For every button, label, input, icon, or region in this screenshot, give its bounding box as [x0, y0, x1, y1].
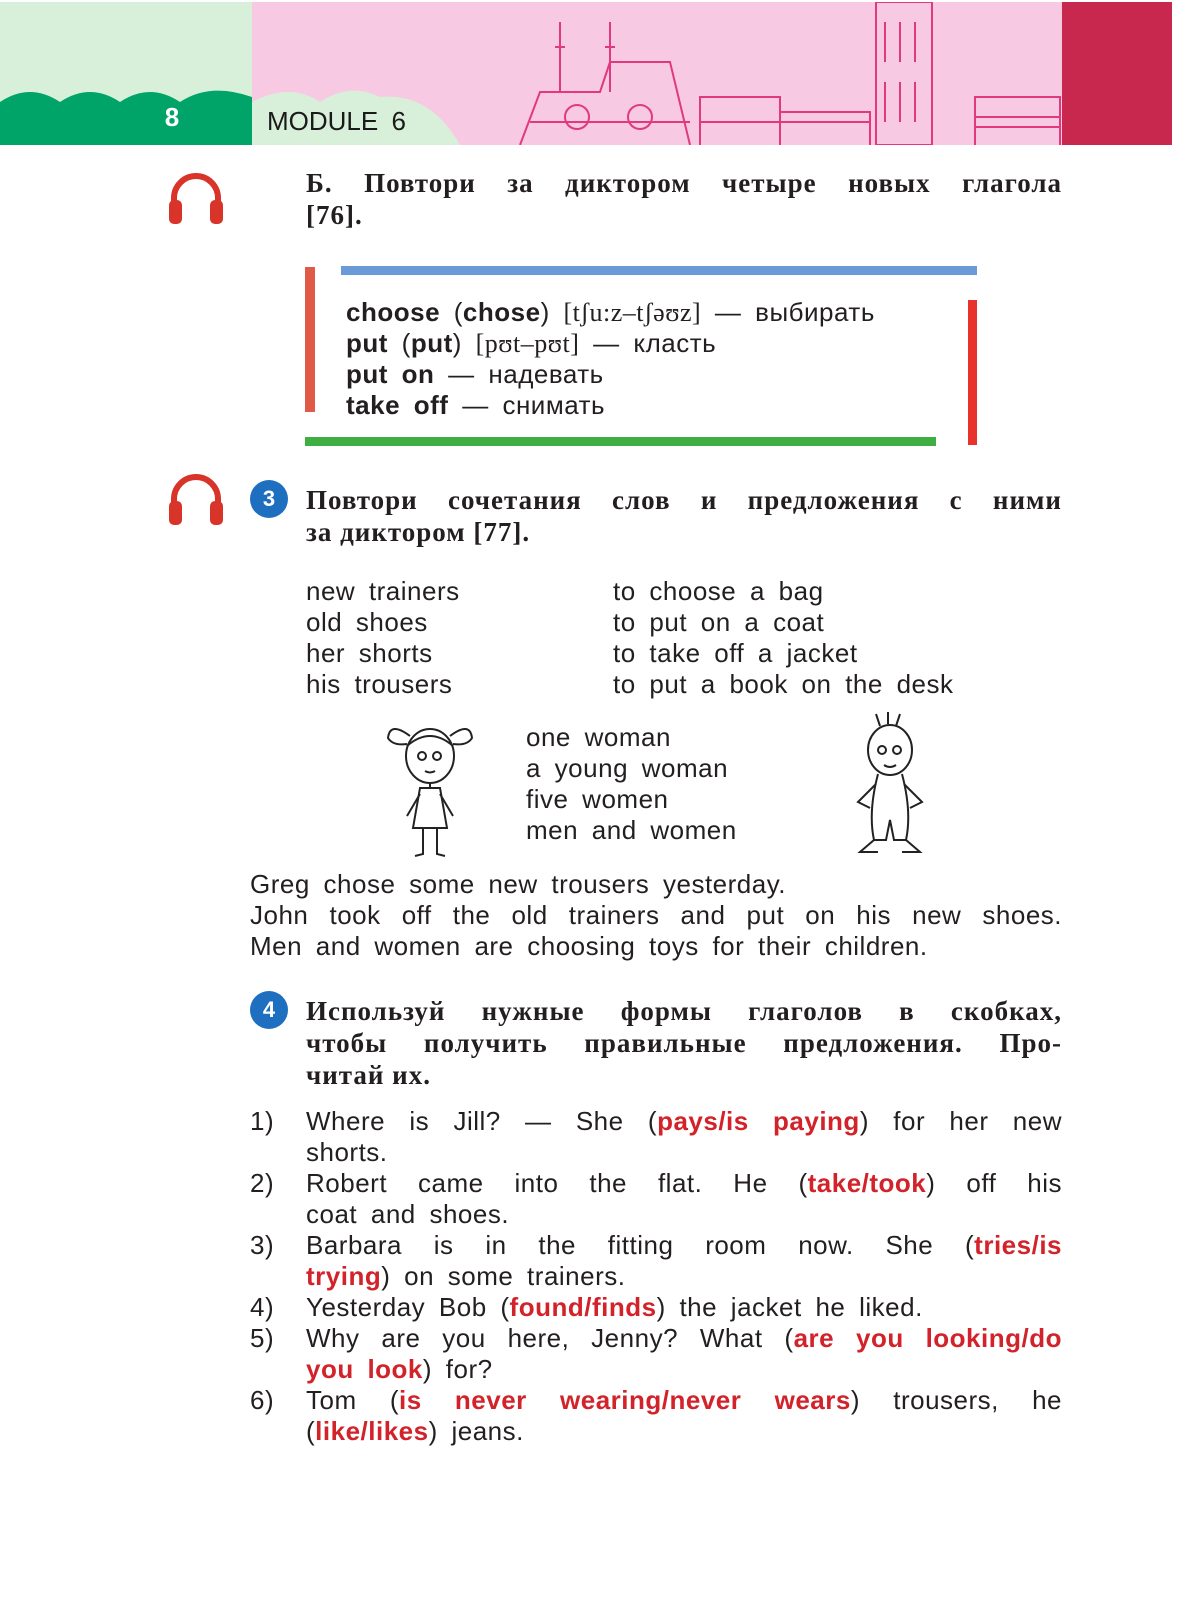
- sentence-text: Why are you here, Jenny? What (: [306, 1323, 794, 1353]
- item-number: 1): [250, 1106, 275, 1136]
- item-line: [306, 1292, 1062, 1323]
- box-border-left: [305, 267, 315, 412]
- phrase: five women: [526, 784, 669, 814]
- item-text: [306, 1323, 1062, 1385]
- phrase: to put a book on the desk: [613, 669, 954, 699]
- example-sentences: [250, 869, 1062, 962]
- exercise-number-badge: 4: [250, 991, 288, 1029]
- item-line: [306, 1230, 1062, 1261]
- phrase: old shoes: [306, 607, 428, 637]
- dash: —: [462, 390, 489, 420]
- sentence-text: coat and shoes.: [306, 1199, 510, 1229]
- item-line: [306, 1261, 1062, 1292]
- sentence-text: Tom (: [306, 1385, 400, 1415]
- dash: —: [714, 297, 742, 327]
- item-line: [306, 1385, 1062, 1416]
- vocab-word: choose: [346, 297, 441, 327]
- item-text: [306, 1230, 1062, 1292]
- sentence-text: Where is Jill? — She (: [306, 1106, 658, 1136]
- page-header: [0, 2, 1200, 145]
- sentence-text: Robert came into the flat. He (: [306, 1168, 808, 1198]
- verb-options: like/likes: [315, 1416, 429, 1446]
- dash: —: [593, 328, 620, 358]
- sentence-text: ) jeans.: [428, 1416, 524, 1446]
- boy-illustration: [850, 712, 930, 860]
- vocab-translation: снимать: [502, 390, 606, 420]
- vocab-transcription: [pʊt–pʊt]: [475, 329, 580, 358]
- box-border-right: [968, 300, 977, 445]
- section-b-instruction: [306, 167, 1062, 231]
- box-border-bottom: [305, 437, 936, 446]
- headphones-icon: [168, 471, 224, 527]
- sentence-text: shorts.: [306, 1137, 388, 1167]
- verb-options: trying: [306, 1261, 382, 1291]
- verb-options: you look: [306, 1354, 423, 1384]
- item-line: [306, 1416, 1062, 1447]
- verb-options: pays/is paying: [657, 1106, 860, 1136]
- phrase: one woman: [526, 722, 671, 752]
- verb-options: tries/is: [974, 1230, 1062, 1260]
- phrase: a young woman: [526, 753, 729, 783]
- exercise-item: [250, 1106, 1062, 1168]
- vocab-past-form: put: [410, 328, 453, 358]
- verb-options: is never wearing/never wears: [399, 1385, 851, 1415]
- instruction-text: чтобы получить правильные предложения. Про-: [306, 1028, 1062, 1058]
- instruction-text: за диктором [77].: [306, 517, 531, 547]
- vocab-translation: выбирать: [755, 297, 875, 327]
- sentence-text: ) off his: [926, 1168, 1062, 1198]
- item-number: 4): [250, 1292, 275, 1322]
- exercise-item: [250, 1230, 1062, 1292]
- section-label: Б.: [306, 168, 333, 198]
- sentence-text: ) for?: [422, 1354, 493, 1384]
- dash: —: [448, 359, 475, 389]
- item-number: 6): [250, 1385, 275, 1415]
- item-line: [306, 1168, 1062, 1199]
- vocab-item: [346, 359, 875, 390]
- exercise-4-instruction: [306, 995, 1062, 1091]
- vocab-item: put (put) [pʊt–pʊt] — класть: [346, 328, 717, 358]
- phrase: men and women: [526, 815, 737, 845]
- exercise-item: [250, 1385, 1062, 1447]
- sentence: Greg chose some new trousers yesterday.: [250, 869, 787, 899]
- sentence-text: ) for her new: [859, 1106, 1062, 1136]
- instruction-text: [76].: [306, 200, 363, 230]
- item-text: [306, 1385, 1062, 1447]
- exercise-item: [250, 1323, 1062, 1385]
- box-border-top: [341, 266, 977, 275]
- exercise-4-items: [250, 1106, 1062, 1447]
- girl-illustration: [385, 716, 475, 861]
- instruction-text: Используй нужные формы глаголов в скобках,: [306, 996, 1062, 1026]
- module-label: MODULE 6: [267, 106, 406, 136]
- sentence-text: ) on some trainers.: [381, 1261, 626, 1291]
- sentence: Men and women are choosing toys for their children.: [250, 931, 928, 961]
- exercise-number-badge: 3: [250, 480, 288, 518]
- item-text: [306, 1168, 1062, 1230]
- phrase: to take off a jacket: [613, 638, 858, 668]
- item-number: 2): [250, 1168, 275, 1198]
- instruction-text: Повтори сочетания слов и предложения с ними: [306, 485, 1062, 515]
- item-line: [306, 1137, 1062, 1168]
- page-number: 8: [164, 102, 180, 132]
- item-line: [306, 1106, 1062, 1137]
- item-number: 3): [250, 1230, 275, 1260]
- item-number: 5): [250, 1323, 275, 1353]
- verb-options: found/finds: [509, 1292, 657, 1322]
- vocab-word: put on: [346, 359, 435, 389]
- phrase: to choose a bag: [613, 576, 824, 606]
- phrases-left-column: [306, 576, 460, 700]
- phrases-middle-column: [526, 722, 737, 846]
- sentence-text: (: [306, 1416, 316, 1446]
- item-line: [306, 1199, 1062, 1230]
- vocab-past-form: chose: [462, 297, 541, 327]
- item-text: [306, 1292, 1062, 1323]
- vocab-translation: надевать: [488, 359, 604, 389]
- vocab-list: [346, 297, 875, 421]
- phrase: his trousers: [306, 669, 453, 699]
- exercise-item: [250, 1168, 1062, 1230]
- item-line: [306, 1323, 1062, 1354]
- sentence-text: ) trousers, he: [850, 1385, 1063, 1415]
- vocab-word: put: [346, 328, 388, 358]
- headphones-icon: [168, 170, 224, 226]
- phrase: her shorts: [306, 638, 433, 668]
- verb-options: are you looking/do: [793, 1323, 1062, 1353]
- exercise-item: [250, 1292, 1062, 1323]
- vocab-transcription: [tʃu:z–tʃəʊz]: [563, 298, 702, 327]
- instruction-text: читай их.: [306, 1060, 431, 1090]
- sentence: John took off the old trainers and put on his new shoes.: [250, 900, 1062, 930]
- sentence-text: ) the jacket he liked.: [656, 1292, 923, 1322]
- vocab-translation: класть: [633, 328, 717, 358]
- exercise-3-instruction: [306, 484, 1062, 548]
- sentence-text: Barbara is in the fitting room now. She (: [306, 1230, 975, 1260]
- phrases-right-column: [613, 576, 954, 700]
- instruction-text: Повтори за диктором четыре новых глагола: [364, 168, 1062, 198]
- item-line: [306, 1354, 1062, 1385]
- verb-options: take/took: [807, 1168, 927, 1198]
- vocab-word: take off: [346, 390, 449, 420]
- vocab-item: choose (chose) [tʃu:z–tʃəʊz] — выбирать: [346, 297, 875, 327]
- sentence-text: Yesterday Bob (: [306, 1292, 510, 1322]
- phrase: to put on a coat: [613, 607, 825, 637]
- item-text: [306, 1106, 1062, 1168]
- vocab-item: [346, 390, 875, 421]
- phrase: new trainers: [306, 576, 460, 606]
